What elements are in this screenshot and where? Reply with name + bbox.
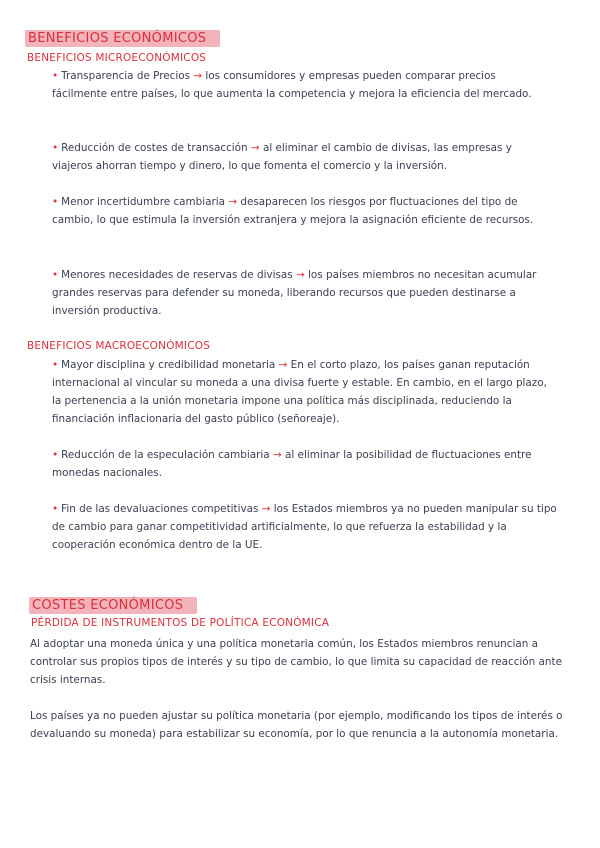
section-title-benefits: BENEFICIOS ECONÓMICOS bbox=[25, 30, 220, 47]
arrow-icon: → bbox=[193, 70, 203, 82]
item-text: los consumidores y empresas pueden comparar precios fácilmente entre países, lo que aumenta la competencia y mejora la eficiencia del mercado. bbox=[52, 70, 532, 100]
item-text: los Estados miembros ya no pueden manipular su tipo de cambio para ganar competitividad artificialmente, lo que refuerza la estabilidad y la cooperación económica dentro de la UE. bbox=[52, 503, 557, 551]
bullet-icon: • bbox=[52, 503, 59, 515]
micro-item-1 bbox=[52, 67, 552, 103]
item-text: desaparecen los riesgos por fluctuaciones del tipo de cambio, lo que estimula la inversión extranjera y mejora la asignación eficiente de recursos. bbox=[52, 196, 534, 226]
item-text: En el corto plazo, los países ganan reputación internacional al vincular su moneda a una divisa fuerte y estable. En cambio, en el largo plazo, la pertenencia a la unión monetaria impone una política más disciplinada, reduciendo la financiación inflacionaria del gasto público (señoreaje). bbox=[52, 359, 547, 425]
bullet-icon: • bbox=[52, 70, 59, 82]
arrow-icon: → bbox=[296, 269, 305, 281]
arrow-icon: → bbox=[272, 449, 282, 461]
subheading-macro: BENEFICIOS MACROECONÓMICOS bbox=[27, 340, 211, 352]
arrow-icon: → bbox=[278, 359, 288, 371]
item-lead: Transparencia de Precios bbox=[61, 70, 191, 82]
item-lead: Reducción de costes de transacción bbox=[61, 142, 248, 154]
macro-item-3 bbox=[52, 500, 557, 554]
arrow-icon: → bbox=[228, 196, 238, 208]
costs-paragraph-1: Al adoptar una moneda única y una política monetaria común, los Estados miembros renuncian a controlar sus propios tipos de interés y su tipo de cambio, lo que limita su capacidad de reacción ante crisis internas. bbox=[30, 638, 562, 686]
bullet-icon: • bbox=[52, 142, 59, 154]
bullet-icon: • bbox=[52, 449, 59, 461]
macro-item-2 bbox=[52, 446, 552, 482]
micro-item-4 bbox=[52, 266, 552, 320]
macro-item-1 bbox=[52, 356, 557, 428]
section-title-costs: COSTES ECONÓMICOS bbox=[29, 597, 197, 614]
arrow-icon: → bbox=[250, 142, 260, 154]
bullet-icon: • bbox=[52, 269, 59, 281]
arrow-icon: → bbox=[261, 503, 271, 515]
subheading-loss-of-instruments: PÉRDIDA DE INSTRUMENTOS DE POLÍTICA ECONÓMICA bbox=[31, 617, 330, 629]
bullet-icon: • bbox=[52, 359, 59, 371]
micro-item-2 bbox=[52, 139, 552, 175]
subheading-micro: BENEFICIOS MICROECONÓMICOS bbox=[27, 52, 207, 64]
item-lead: Fin de las devaluaciones competitivas bbox=[61, 503, 259, 515]
item-text: al eliminar la posibilidad de fluctuaciones entre monedas nacionales. bbox=[52, 449, 532, 479]
item-text: al eliminar el cambio de divisas, las empresas y viajeros ahorran tiempo y dinero, lo que fomenta el comercio y la inversión. bbox=[52, 142, 512, 172]
bullet-icon: • bbox=[52, 196, 59, 208]
item-lead: Menores necesidades de reservas de divisas bbox=[61, 269, 293, 281]
item-lead: Menor incertidumbre cambiaria bbox=[61, 196, 226, 208]
item-text: los países miembros no necesitan acumular grandes reservas para defender su moneda, liberando recursos que pueden destinarse a inversión productiva. bbox=[52, 269, 537, 317]
item-lead: Reducción de la especulación cambiaria bbox=[61, 449, 270, 461]
micro-item-3 bbox=[52, 193, 552, 229]
costs-paragraph-2: Los países ya no pueden ajustar su política monetaria (por ejemplo, modificando los tipos de interés o devaluando su moneda) para estabilizar su economía, por lo que renuncia a la autonomía monetaria. bbox=[30, 710, 563, 740]
item-lead: Mayor disciplina y credibilidad monetaria bbox=[61, 359, 276, 371]
